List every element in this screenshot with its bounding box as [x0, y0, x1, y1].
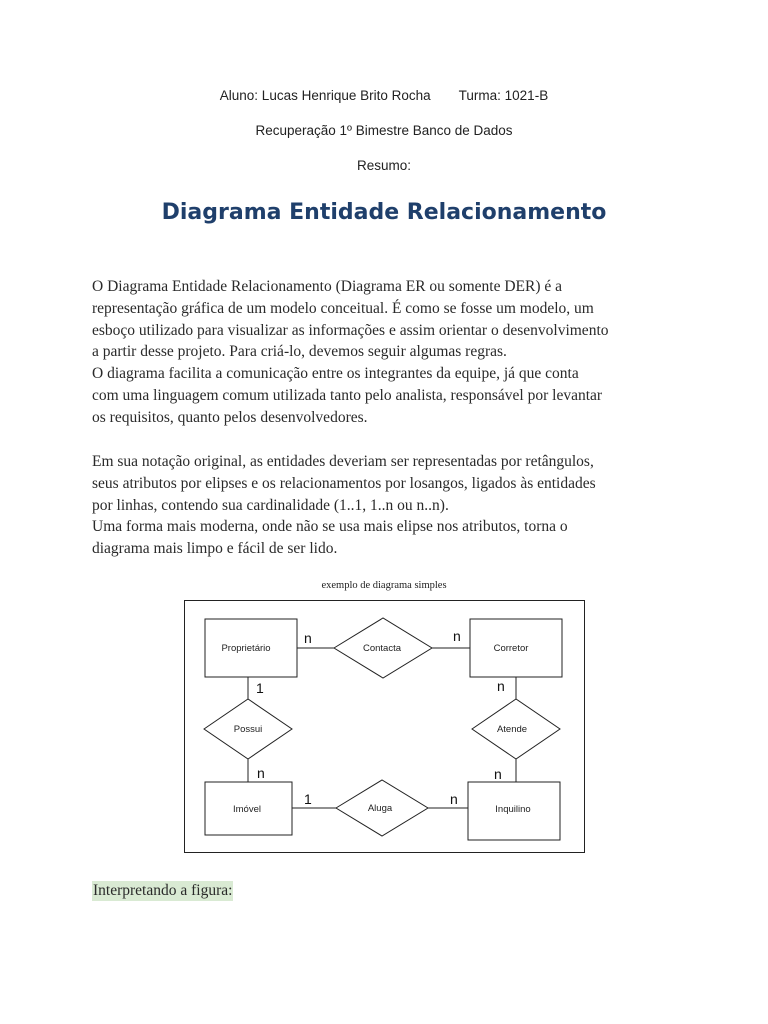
cardinality-label: 1 — [256, 680, 264, 696]
relationship-label: Contacta — [362, 643, 402, 654]
cardinality-label: n — [450, 791, 458, 807]
student-class-line — [0, 88, 768, 103]
summary-label: Resumo: — [356, 158, 412, 173]
er-diagram — [184, 600, 585, 853]
cardinality-label: n — [497, 678, 505, 694]
entity-label: Proprietário — [221, 643, 271, 654]
entity-label: Imóvel — [233, 804, 261, 815]
interpret-label: Interpretando a figura: — [93, 882, 233, 899]
paragraph-line: diagrama mais limpo e fácil de ser lido. — [92, 540, 338, 558]
cardinality-label: n — [494, 766, 502, 782]
page-title: Diagrama Entidade Relacionamento — [161, 200, 607, 225]
paragraph-line: O diagrama facilita a comunicação entre os integrantes da equipe, já que conta — [92, 365, 579, 383]
cardinality-label: 1 — [304, 791, 312, 807]
relationship-label: Atende — [496, 724, 528, 735]
relationship-label: Possui — [233, 724, 263, 735]
student-name: Aluno: Lucas Henrique Brito Rocha — [219, 88, 431, 103]
relationship-label: Aluga — [367, 803, 393, 814]
cardinality-label: n — [304, 630, 312, 646]
paragraph-notation — [92, 451, 692, 560]
paragraph-line: seus atributos por elipses e os relacionamentos por losangos, ligados às entidades — [92, 474, 596, 492]
paragraph-line: esboço utilizado para visualizar as informações e assim orientar o desenvolvimento — [92, 321, 609, 339]
figure-caption: exemplo de diagrama simples — [321, 580, 447, 591]
paragraph-line: representação gráfica de um modelo conceitual. É como se fosse um modelo, um — [92, 299, 594, 317]
class-code: Turma: 1021-B — [458, 88, 549, 103]
cardinality-label: n — [453, 628, 461, 644]
cardinality-label: n — [257, 765, 265, 781]
entity-label: Inquilino — [495, 804, 531, 815]
entity-label: Corretor — [493, 643, 529, 654]
paragraph-line: Uma forma mais moderna, onde não se usa mais elipse nos atributos, torna o — [92, 518, 568, 536]
paragraph-line: por linhas, contendo sua cardinalidade (1..1, 1..n ou n..n). — [92, 496, 449, 514]
paragraph-line: O Diagrama Entidade Relacionamento (Diagrama ER ou somente DER) é a — [92, 278, 563, 295]
subtitle: Recuperação 1º Bimestre Banco de Dados — [255, 123, 513, 138]
paragraph-line: com uma linguagem comum utilizada tanto pelo analista, responsável por levantar — [92, 386, 603, 404]
paragraph-intro — [92, 276, 692, 429]
paragraph-line: a partir desse projeto. Para criá-lo, devemos seguir algumas regras. — [92, 343, 507, 361]
paragraph-line: Em sua notação original, as entidades deveriam ser representadas por retângulos, — [92, 453, 594, 470]
paragraph-line: os requisitos, quanto pelos desenvolvedores. — [92, 408, 368, 426]
